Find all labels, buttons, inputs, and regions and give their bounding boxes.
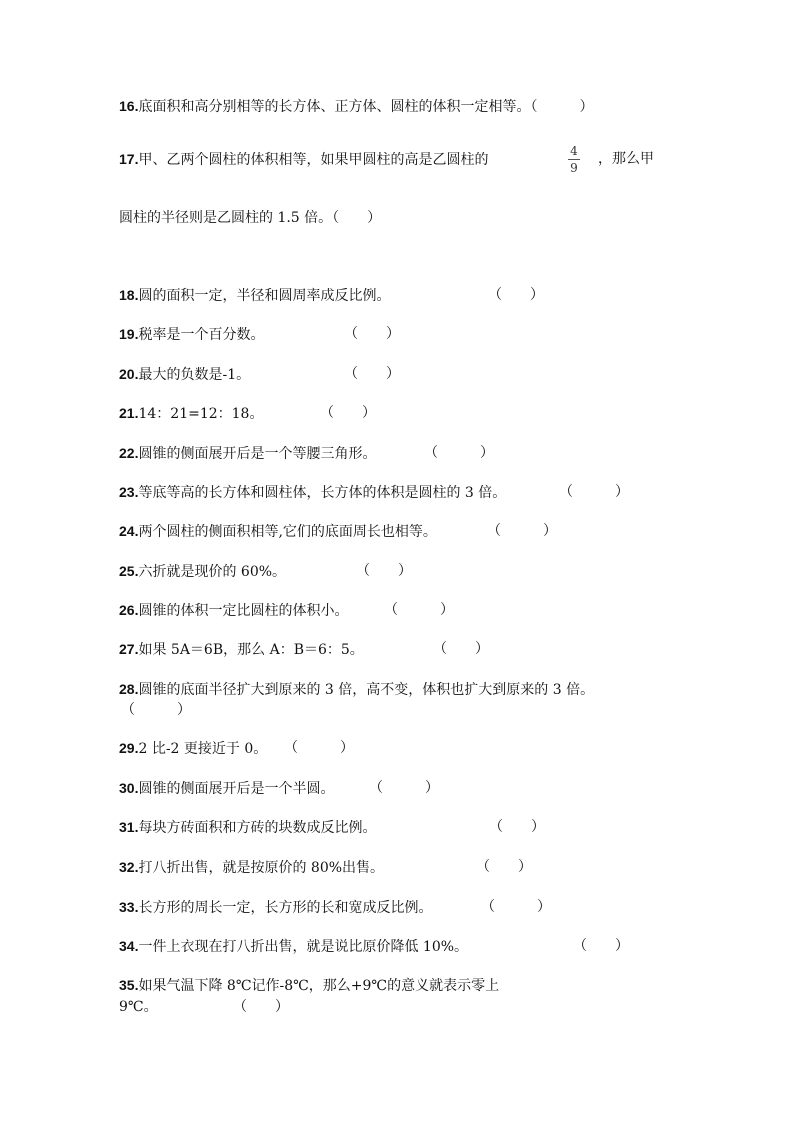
question-text: 一件上衣现在打八折出售，就是说比原价降低 10%。 bbox=[138, 939, 469, 955]
question-text: 2 比-2 更接近于 0。 bbox=[138, 741, 268, 757]
answer-blank-18[interactable]: （ ） bbox=[488, 287, 544, 303]
question-32 bbox=[119, 858, 384, 877]
question-number: 20. bbox=[119, 366, 139, 382]
question-number: 33. bbox=[119, 899, 139, 915]
question-text: 14：21=12：18。 bbox=[138, 406, 264, 422]
question-number: 31. bbox=[119, 819, 139, 835]
question-text: 税率是一个百分数。 bbox=[138, 327, 265, 343]
question-number: 22. bbox=[119, 445, 139, 461]
question-number: 19. bbox=[119, 326, 139, 342]
question-text: 圆锥的侧面展开后是一个半圆。 bbox=[138, 781, 335, 797]
question-25 bbox=[119, 562, 286, 581]
question-30 bbox=[119, 779, 334, 798]
question-text: 如果 5A＝6B，那么 A：B＝6：5。 bbox=[138, 642, 364, 658]
question-number: 27. bbox=[119, 641, 139, 657]
question-21 bbox=[119, 404, 263, 423]
question-23 bbox=[119, 483, 506, 502]
question-35-continuation bbox=[119, 998, 158, 1016]
fraction-denominator: 9 bbox=[570, 161, 578, 175]
answer-blank-25[interactable]: （ ） bbox=[356, 563, 412, 579]
answer-blank-23[interactable]: （ ） bbox=[559, 484, 629, 500]
answer-blank-28[interactable]: （ ） bbox=[121, 702, 191, 718]
question-number: 29. bbox=[119, 740, 139, 756]
answer-blank-30[interactable]: （ ） bbox=[369, 780, 439, 796]
question-text: 如果气温下降 8℃记作-8℃，那么+9℃的意义就表示零上 bbox=[138, 978, 500, 994]
answer-blank-32[interactable]: （ ） bbox=[476, 859, 532, 875]
question-18 bbox=[119, 286, 390, 305]
question-text-continuation: 9℃。 bbox=[119, 999, 158, 1015]
question-28 bbox=[119, 680, 594, 699]
question-29 bbox=[119, 739, 267, 758]
question-22 bbox=[119, 444, 376, 463]
question-text: 圆锥的底面半径扩大到原来的 3 倍，高不变，体积也扩大到原来的 3 倍。 bbox=[138, 682, 595, 698]
question-17 bbox=[119, 150, 488, 169]
question-text: 等底等高的长方体和圆柱体，长方体的体积是圆柱的 3 倍。 bbox=[138, 485, 507, 501]
answer-blank-29[interactable]: （ ） bbox=[284, 740, 354, 756]
question-number: 23. bbox=[119, 484, 139, 500]
question-35 bbox=[119, 976, 499, 995]
question-text: 甲、乙两个圆柱的体积相等，如果甲圆柱的高是乙圆柱的 bbox=[138, 152, 489, 168]
question-27 bbox=[119, 640, 364, 659]
answer-blank-24[interactable]: （ ） bbox=[487, 523, 557, 539]
question-20 bbox=[119, 365, 250, 384]
answer-blank-33[interactable]: （ ） bbox=[481, 899, 551, 915]
question-text: 长方形的周长一定，长方形的长和宽成反比例。 bbox=[138, 900, 433, 916]
fraction-numerator: 4 bbox=[570, 144, 578, 158]
question-31 bbox=[119, 818, 376, 837]
question-28-continuation[interactable] bbox=[121, 701, 191, 719]
question-26 bbox=[119, 601, 348, 620]
answer-blank-20[interactable]: （ ） bbox=[344, 366, 400, 382]
question-text: 每块方砖面积和方砖的块数成反比例。 bbox=[138, 820, 377, 836]
question-number: 26. bbox=[119, 602, 139, 618]
answer-blank-21[interactable]: （ ） bbox=[320, 405, 376, 421]
answer-blank-31[interactable]: （ ） bbox=[489, 819, 545, 835]
question-text: 六折就是现价的 60%。 bbox=[138, 564, 287, 580]
question-text-tail: ，那么甲 bbox=[598, 151, 654, 167]
question-number: 18. bbox=[119, 287, 139, 303]
question-text: 两个圆柱的侧面积相等,它们的底面周长也相等。 bbox=[138, 524, 437, 540]
question-text: 打八折出售，就是按原价的 80%出售。 bbox=[138, 860, 385, 876]
answer-blank-19[interactable]: （ ） bbox=[344, 326, 400, 342]
question-number: 32. bbox=[119, 859, 139, 875]
question-19 bbox=[119, 325, 264, 344]
question-number: 25. bbox=[119, 563, 139, 579]
question-24 bbox=[119, 522, 437, 541]
question-number: 35. bbox=[119, 977, 139, 993]
question-number: 30. bbox=[119, 780, 139, 796]
question-text: 最大的负数是-1。 bbox=[138, 367, 251, 383]
fraction-four-ninths bbox=[566, 144, 582, 175]
question-16 bbox=[119, 97, 593, 116]
question-17-continuation bbox=[119, 209, 381, 227]
question-number: 17. bbox=[119, 151, 139, 167]
question-34 bbox=[119, 937, 468, 956]
question-number: 16. bbox=[119, 98, 139, 114]
answer-blank-27[interactable]: （ ） bbox=[433, 641, 489, 657]
question-number: 34. bbox=[119, 938, 139, 954]
answer-blank-34[interactable]: （ ） bbox=[573, 938, 629, 954]
question-text-continuation: 圆柱的半径则是乙圆柱的 1.5 倍。（ ） bbox=[119, 210, 382, 226]
question-number: 28. bbox=[119, 681, 139, 697]
fraction-bar bbox=[568, 159, 580, 160]
question-text: 圆锥的侧面展开后是一个等腰三角形。 bbox=[138, 446, 377, 462]
answer-blank-26[interactable]: （ ） bbox=[384, 602, 454, 618]
question-number: 24. bbox=[119, 523, 139, 539]
question-number: 21. bbox=[119, 405, 139, 421]
question-text: 圆锥的体积一定比圆柱的体积小。 bbox=[138, 603, 349, 619]
answer-blank-35[interactable]: （ ） bbox=[233, 999, 289, 1015]
question-text: 底面积和高分别相等的长方体、正方体、圆柱的体积一定相等。（ ） bbox=[138, 99, 594, 115]
question-33 bbox=[119, 898, 432, 917]
answer-blank-22[interactable]: （ ） bbox=[424, 445, 494, 461]
question-text: 圆的面积一定，半径和圆周率成反比例。 bbox=[138, 288, 391, 304]
question-17-tail bbox=[598, 150, 654, 168]
